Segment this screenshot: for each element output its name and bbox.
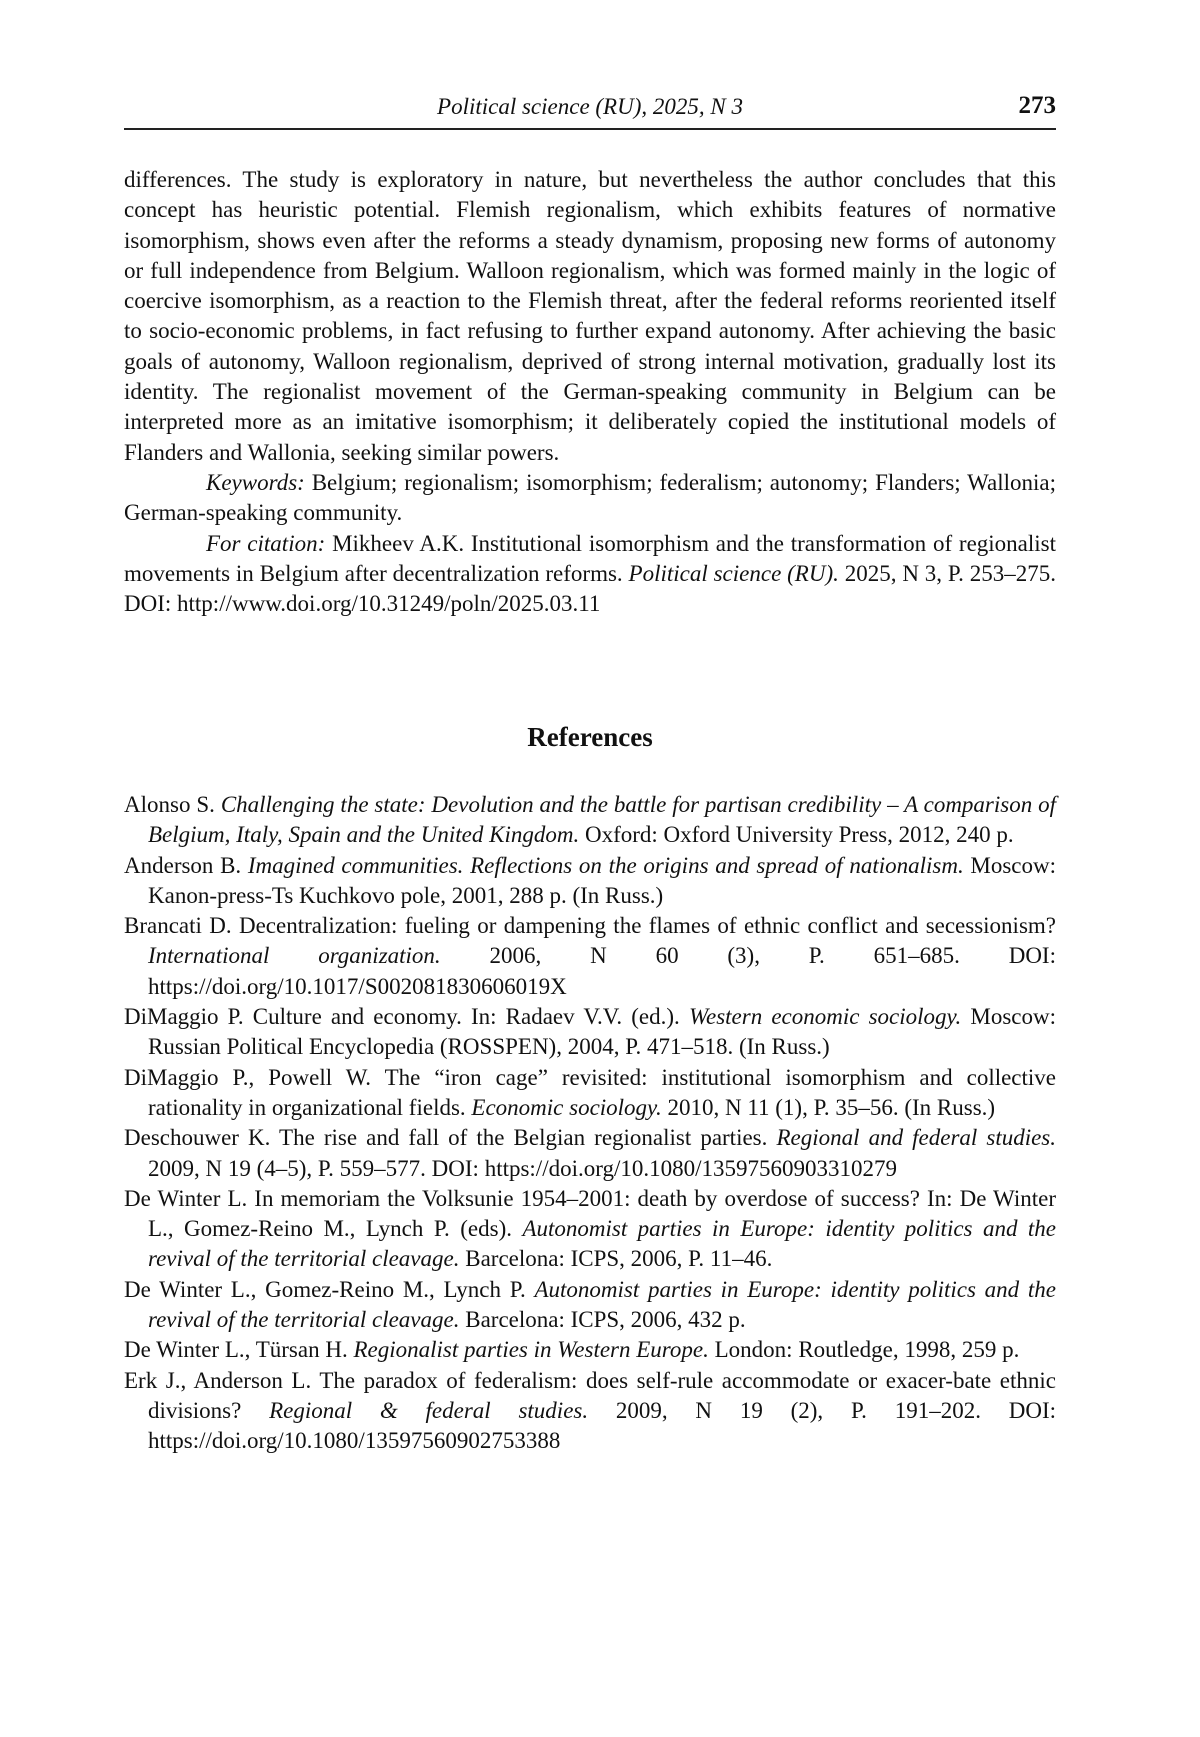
ref-details: 2009, N 19 (4–5), P. 559–577. DOI: https://doi.org/10.1080/13597560903310279 — [148, 1156, 897, 1181]
keywords-label: Keywords: — [206, 470, 305, 495]
citation — [124, 529, 1056, 620]
reference-item — [124, 1366, 1056, 1457]
running-header — [124, 94, 1056, 130]
ref-details: Barcelona: ICPS, 2006, 432 p. — [465, 1307, 745, 1332]
ref-title: Regionalist parties in Western Europe. — [353, 1337, 708, 1362]
ref-title: Imagined communities. Reflections on the origins and spread of nationalism. — [248, 853, 964, 878]
ref-author: DiMaggio P. Culture and economy. In: Radaev V.V. (ed.). — [124, 1004, 680, 1029]
ref-details: Moscow: Kanon-press-Ts Kuchkovo pole, 2001, 288 p. (In Russ.) — [148, 853, 1056, 908]
abstract-section — [124, 165, 1056, 619]
reference-item — [124, 1002, 1056, 1063]
ref-author: Anderson B. — [124, 853, 241, 878]
reference-list — [124, 790, 1056, 1457]
ref-details: Moscow: Russian Political Encyclopedia (ROSSPEN), 2004, P. 471–518. (In Russ.) — [148, 1004, 1056, 1059]
ref-author: Brancati D. Decentralization: fueling or dampening the flames of ethnic conflict and secessionism? — [124, 913, 1056, 938]
references-heading: References — [124, 722, 1056, 753]
ref-title: Challenging the state: Devolution and the battle for partisan credibility – A comparison of Belgium, Italy, Spain and the United Kingdom. — [148, 792, 1056, 847]
ref-title: Economic sociology. — [471, 1095, 661, 1120]
ref-author: De Winter L. In memoriam the Volksunie 1954–2001: death by overdose of success? In: De Winter L., Gomez-Reino M., Lynch P. (eds). — [124, 1186, 1056, 1241]
ref-title: Regional & federal studies. — [269, 1398, 588, 1423]
reference-item — [124, 1275, 1056, 1336]
citation-text: Mikheev A.K. Institutional isomorphism and the transformation of regionalist movements in Belgium after decentralization reforms. — [124, 531, 1056, 586]
reference-item — [124, 1335, 1056, 1365]
journal-title: Political science (RU), 2025, N 3 — [124, 94, 1056, 120]
abstract-text: differences. The study is exploratory in nature, but nevertheless the author concludes that this concept has heuristic potential. Flemish regionalism, which exhibits features of normative isomorphism, shows even after the reforms a steady dynamism, proposing new forms of autonomy or full independence from Belgium. Walloon regionalism, which was formed mainly in the logic of coercive isomorphism, as a reaction to the Flemish threat, after the federal reforms reoriented itself to socio-economic problems, in fact refusing to further expand autonomy. After achieving the basic goals of autonomy, Walloon regionalism, deprived of strong internal motivation, gradually lost its identity. The regionalist movement of the German-speaking community in Belgium can be interpreted more as an imitative isomorphism; it deliberately copied the institutional models of Flanders and Wallonia, seeking similar powers. — [124, 165, 1056, 468]
page-number: 273 — [1019, 92, 1057, 120]
ref-author: Deschouwer K. The rise and fall of the Belgian regionalist parties. — [124, 1125, 767, 1150]
ref-details: London: Routledge, 1998, 259 p. — [715, 1337, 1020, 1362]
ref-title: Autonomist parties in Europe: identity politics and the revival of the territorial cleavage. — [148, 1277, 1056, 1332]
ref-author: Alonso S. — [124, 792, 215, 817]
ref-details: 2010, N 11 (1), P. 35–56. (In Russ.) — [668, 1095, 996, 1120]
reference-item — [124, 790, 1056, 851]
ref-author: De Winter L., Türsan H. — [124, 1337, 348, 1362]
ref-title: Western economic sociology. — [689, 1004, 961, 1029]
ref-author: De Winter L., Gomez-Reino M., Lynch P. — [124, 1277, 526, 1302]
reference-item — [124, 1063, 1056, 1124]
ref-author: DiMaggio P., Powell W. The “iron cage” revisited: institutional isomorphism and collective rationality in organizational fields. — [124, 1065, 1056, 1120]
ref-title: International organization. — [148, 943, 441, 968]
citation-label: For citation: — [206, 531, 325, 556]
reference-item — [124, 911, 1056, 1002]
reference-item — [124, 851, 1056, 912]
citation-tail: 2025, N 3, P. 253–275. DOI: http://www.doi.org/10.31249/poln/2025.03.11 — [124, 561, 1056, 616]
keywords — [124, 468, 1056, 529]
citation-journal: Political science (RU). — [629, 561, 839, 586]
reference-item — [124, 1123, 1056, 1184]
ref-title: Autonomist parties in Europe: identity politics and the revival of the territorial cleavage. — [148, 1216, 1056, 1271]
ref-details: Barcelona: ICPS, 2006, P. 11–46. — [465, 1246, 772, 1271]
ref-title: Regional and federal studies. — [776, 1125, 1056, 1150]
reference-item — [124, 1184, 1056, 1275]
keywords-text: Belgium; regionalism; isomorphism; federalism; autonomy; Flanders; Wallonia; German-speaking community. — [124, 470, 1056, 525]
ref-details: 2009, N 19 (2), P. 191–202. DOI: https://doi.org/10.1080/13597560902753388 — [148, 1398, 1056, 1453]
ref-author: Erk J., Anderson L. The paradox of federalism: does self-rule accommodate or exacer-bate ethnic divisions? — [124, 1368, 1056, 1423]
ref-details: Oxford: Oxford University Press, 2012, 240 p. — [585, 822, 1014, 847]
ref-details: 2006, N 60 (3), P. 651–685. DOI: https://doi.org/10.1017/S002081830606019X — [148, 943, 1056, 998]
